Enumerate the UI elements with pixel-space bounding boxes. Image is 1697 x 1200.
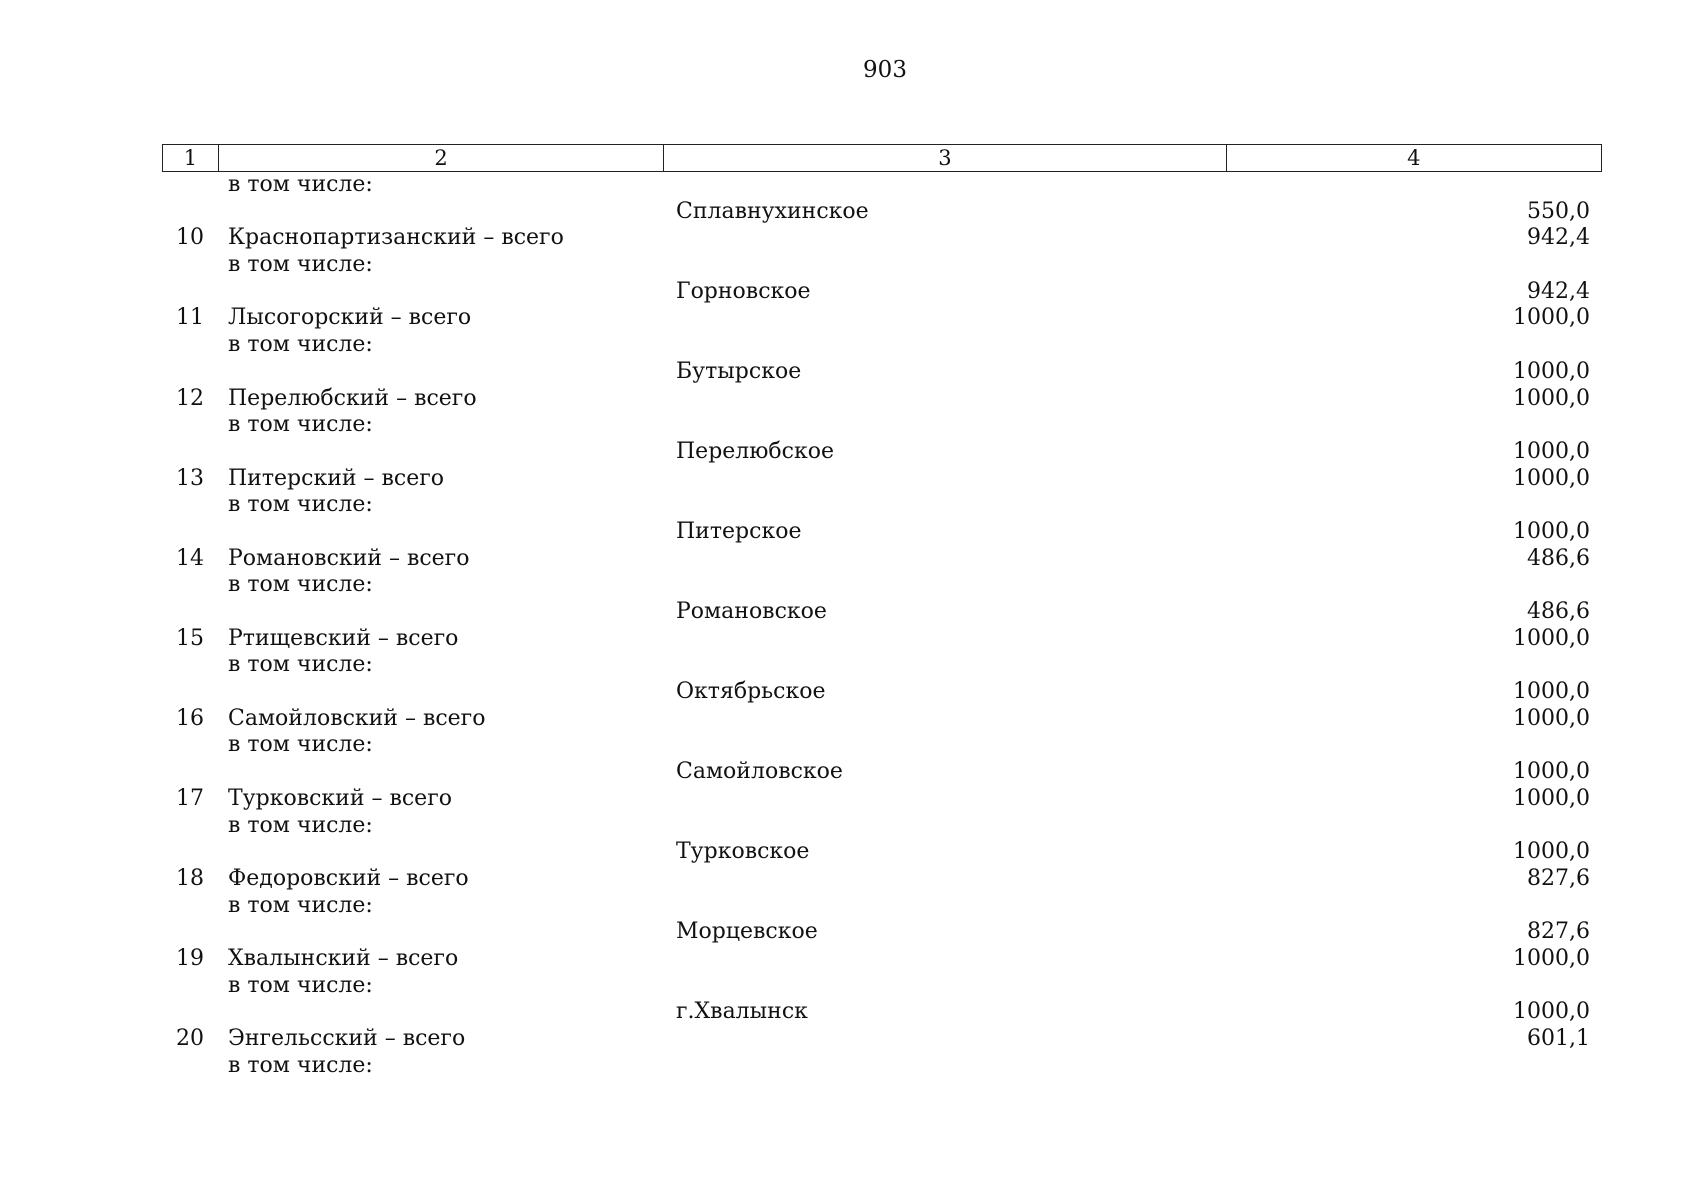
row-number: [162, 999, 218, 1026]
row-number: [162, 332, 218, 359]
table-row: [162, 199, 1602, 226]
header-col-4: 4: [1407, 146, 1421, 170]
amount-value: [1227, 973, 1602, 1000]
district-name: Краснопартизанский – всего: [228, 225, 564, 251]
row-number: [162, 252, 218, 279]
settlement-name: Бутырское: [676, 358, 802, 384]
amount-value: [1227, 412, 1602, 439]
row-number: [162, 813, 218, 840]
table-row: [162, 813, 1602, 840]
settlement-name: [664, 706, 1227, 733]
header-col-1: 1: [163, 145, 219, 171]
table-row: [162, 519, 1602, 546]
settlement-name: [664, 946, 1227, 973]
settlement-name: Октябрьское: [676, 679, 826, 705]
settlement-name: Самойловское: [676, 759, 843, 785]
amount-value: [1227, 893, 1602, 920]
row-number: 16: [176, 705, 204, 731]
row-number: [162, 519, 218, 546]
district-name: в том числе:: [228, 1052, 373, 1078]
row-number: [162, 439, 218, 466]
district-name: Лысогорский – всего: [228, 305, 472, 331]
district-name: [218, 519, 664, 546]
district-name: Федоровский – всего: [228, 865, 469, 891]
settlement-name: [664, 225, 1227, 252]
district-name: в том числе:: [228, 812, 373, 838]
district-name: в том числе:: [228, 412, 373, 438]
settlement-name: Морцевское: [676, 919, 818, 945]
district-name: [218, 359, 664, 386]
district-name: [218, 439, 664, 466]
settlement-name: [664, 732, 1227, 759]
page-number: 903: [863, 57, 907, 83]
amount-value: 1000,0: [1513, 465, 1590, 491]
amount-value: [1227, 652, 1602, 679]
settlement-name: Питерское: [676, 518, 802, 544]
district-name: Самойловский – всего: [228, 705, 486, 731]
district-name: Энгельсский – всего: [228, 1026, 466, 1051]
amount-value: 550,0: [1527, 198, 1590, 224]
district-name: [218, 279, 664, 306]
settlement-name: [664, 252, 1227, 279]
table-row: [162, 706, 1602, 733]
settlement-name: [664, 492, 1227, 519]
settlement-name: Романовское: [676, 599, 827, 624]
table-row: [162, 279, 1602, 306]
row-number: [162, 599, 218, 626]
district-name: [218, 199, 664, 226]
table-row: [162, 386, 1602, 413]
table-row: [162, 412, 1602, 439]
table-row: [162, 439, 1602, 466]
table-row: [162, 572, 1602, 599]
row-number: [162, 759, 218, 786]
row-number: 14: [176, 545, 204, 571]
district-name: в том числе:: [228, 492, 373, 518]
table-row: [162, 893, 1602, 920]
table-row: [162, 546, 1602, 573]
amount-value: [1227, 732, 1602, 759]
table-header: [162, 144, 1602, 172]
settlement-name: Горновское: [676, 278, 811, 304]
district-name: в том числе:: [228, 252, 373, 278]
district-name: в том числе:: [228, 652, 373, 678]
district-name: Перелюбский – всего: [228, 385, 477, 411]
row-number: [162, 973, 218, 1000]
header-col-2: 2: [219, 145, 664, 171]
amount-value: 1000,0: [1513, 679, 1590, 705]
district-name: [218, 999, 664, 1026]
amount-value: [1227, 172, 1602, 199]
district-name: Питерский – всего: [228, 465, 445, 491]
row-number: [162, 893, 218, 920]
row-number: 17: [176, 785, 204, 811]
row-number: [162, 359, 218, 386]
table-row: [162, 626, 1602, 653]
district-name: [218, 679, 664, 706]
amount-value: [1227, 252, 1602, 279]
row-number: [162, 572, 218, 599]
amount-value: 1000,0: [1513, 999, 1590, 1025]
row-number: 10: [176, 225, 204, 251]
amount-value: 827,6: [1527, 865, 1590, 891]
settlement-name: Сплавнухинское: [676, 198, 869, 224]
amount-value: 827,6: [1527, 919, 1590, 945]
district-name: [218, 839, 664, 866]
row-number: [162, 492, 218, 519]
settlement-name: [664, 546, 1227, 573]
amount-value: 1000,0: [1513, 358, 1590, 384]
settlement-name: [664, 626, 1227, 653]
row-number: [162, 679, 218, 706]
row-number: 13: [176, 465, 204, 491]
amount-value: [1227, 813, 1602, 840]
row-number: [162, 199, 218, 226]
row-number: [162, 652, 218, 679]
row-number: [162, 172, 218, 199]
row-number: 18: [176, 865, 204, 891]
row-number: 20: [176, 1026, 204, 1051]
district-name: [218, 919, 664, 946]
table-row: [162, 172, 1602, 199]
table-row: [162, 679, 1602, 706]
row-number: [162, 839, 218, 866]
settlement-name: Перелюбское: [676, 438, 835, 464]
row-number: [162, 279, 218, 306]
amount-value: 486,6: [1527, 545, 1590, 571]
settlement-name: [664, 332, 1227, 359]
table-row: [162, 359, 1602, 386]
table-row: [162, 252, 1602, 279]
district-name: в том числе:: [228, 332, 373, 358]
settlement-name: [664, 652, 1227, 679]
table-row: [162, 1026, 1602, 1053]
row-number: 15: [176, 625, 204, 651]
settlement-name: [664, 893, 1227, 920]
amount-value: 1000,0: [1513, 625, 1590, 651]
district-name: Романовский – всего: [228, 545, 470, 571]
settlement-name: [664, 813, 1227, 840]
table-body: [162, 172, 1602, 1079]
table-row: [162, 786, 1602, 813]
settlement-name: [664, 1026, 1227, 1053]
row-number: [162, 732, 218, 759]
amount-value: 1000,0: [1513, 945, 1590, 971]
row-number: 12: [176, 385, 204, 411]
table-row: [162, 866, 1602, 893]
district-name: [218, 759, 664, 786]
amount-value: 1000,0: [1513, 305, 1590, 331]
district-name: в том числе:: [228, 972, 373, 998]
settlement-name: [664, 973, 1227, 1000]
district-name: [218, 599, 664, 626]
table-row: [162, 973, 1602, 1000]
row-number: [162, 1053, 218, 1080]
row-number: 19: [176, 945, 204, 971]
district-name: в том числе:: [228, 732, 373, 758]
settlement-name: [664, 466, 1227, 493]
amount-value: 942,4: [1527, 225, 1590, 251]
amount-value: 486,6: [1527, 599, 1590, 624]
table-row: [162, 599, 1602, 626]
header-col-3: 3: [664, 145, 1226, 171]
settlement-name: [664, 786, 1227, 813]
settlement-name: [664, 305, 1227, 332]
settlement-name: г.Хвалынск: [676, 999, 808, 1025]
settlement-name: [664, 866, 1227, 893]
table-row: [162, 919, 1602, 946]
amount-value: [1227, 492, 1602, 519]
table-row: [162, 305, 1602, 332]
amount-value: 1000,0: [1513, 839, 1590, 865]
settlement-name: Турковское: [676, 839, 810, 865]
amount-value: 601,1: [1527, 1026, 1590, 1051]
table-row: [162, 332, 1602, 359]
amount-value: 1000,0: [1513, 759, 1590, 785]
settlement-name: [664, 412, 1227, 439]
table-row: [162, 1053, 1602, 1080]
settlement-name: [664, 572, 1227, 599]
row-number: 11: [176, 305, 204, 331]
table-row: [162, 492, 1602, 519]
amount-value: 942,4: [1527, 278, 1590, 304]
table-row: [162, 225, 1602, 252]
district-name: в том числе:: [228, 172, 373, 197]
table-row: [162, 759, 1602, 786]
amount-value: 1000,0: [1513, 385, 1590, 411]
amount-value: 1000,0: [1513, 785, 1590, 811]
table-row: [162, 732, 1602, 759]
table-row: [162, 999, 1602, 1026]
district-name: Хвалынский – всего: [228, 945, 459, 971]
settlement-name: [664, 386, 1227, 413]
row-number: [162, 412, 218, 439]
district-name: в том числе:: [228, 572, 373, 598]
amount-value: 1000,0: [1513, 518, 1590, 544]
amount-value: [1227, 1053, 1602, 1080]
amount-value: 1000,0: [1513, 705, 1590, 731]
row-number: [162, 919, 218, 946]
table-row: [162, 839, 1602, 866]
district-name: Ртищевский – всего: [228, 625, 459, 651]
table-row: [162, 652, 1602, 679]
district-name: Турковский – всего: [228, 785, 452, 811]
settlement-name: [664, 1053, 1227, 1080]
table-row: [162, 466, 1602, 493]
amount-value: [1227, 332, 1602, 359]
settlement-name: [664, 172, 1227, 199]
amount-value: [1227, 572, 1602, 599]
district-name: в том числе:: [228, 892, 373, 918]
amount-value: 1000,0: [1513, 438, 1590, 464]
table-row: [162, 946, 1602, 973]
